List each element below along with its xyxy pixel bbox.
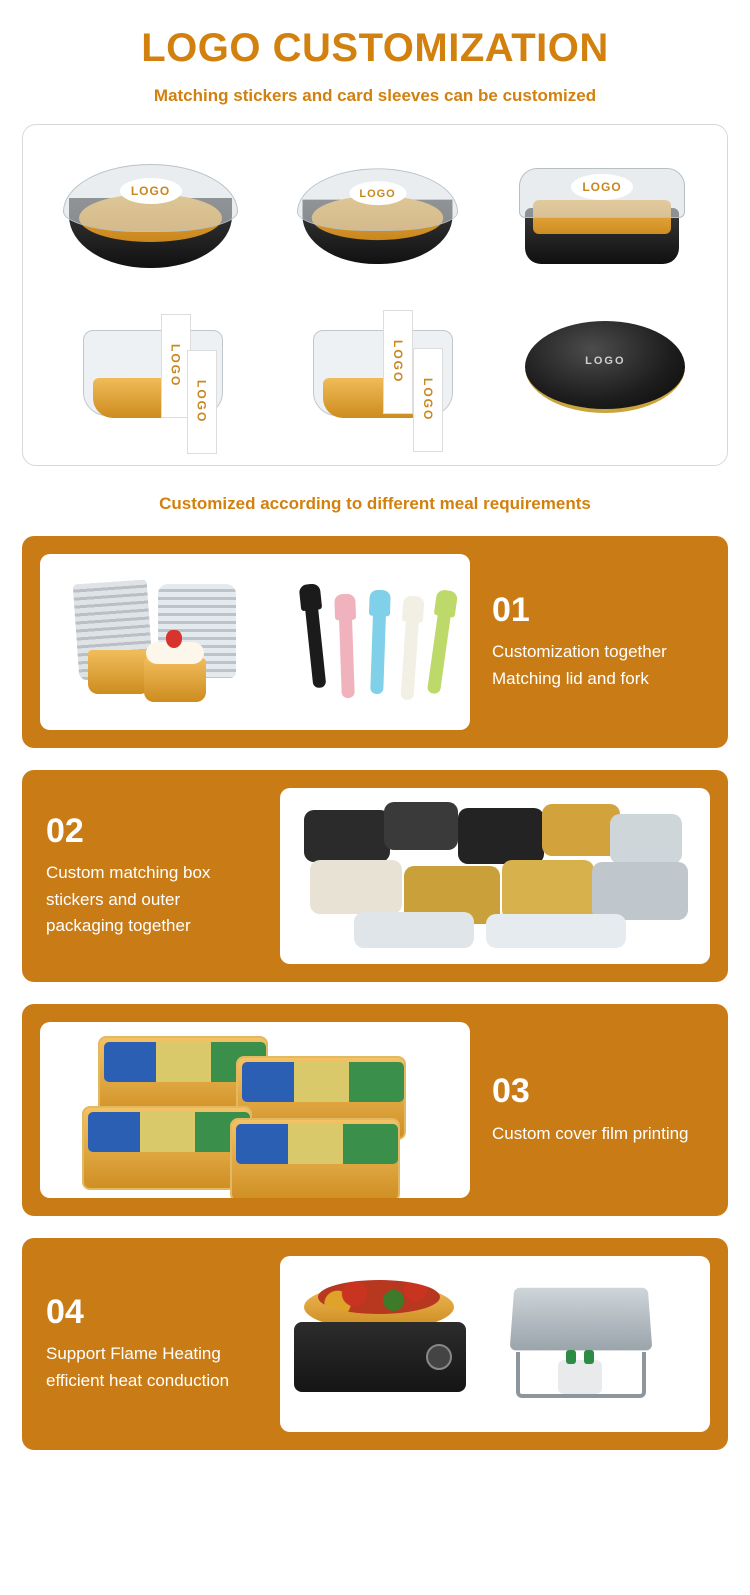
fork-green-icon — [427, 590, 454, 695]
fork-black-icon — [303, 584, 327, 689]
card-sleeve-vertical-2: LOGO — [413, 348, 443, 452]
packaged-item — [610, 814, 682, 864]
feature-number-01: 01 — [492, 590, 530, 629]
card-sleeve-vertical: LOGO — [383, 310, 413, 414]
feature-text-03 — [486, 1073, 710, 1147]
feature-block-01 — [22, 536, 728, 748]
outer-wrap — [486, 914, 626, 948]
stove-knob-icon — [426, 1344, 452, 1370]
feature-image-02 — [280, 788, 710, 964]
product-clear-cup-1 — [65, 308, 240, 428]
packaged-item — [542, 804, 620, 856]
feature-text-02 — [40, 813, 264, 939]
feature-text-01 — [486, 592, 710, 692]
feature-desc-01: Customization together Matching lid and fork — [492, 642, 667, 688]
page-subtitle: Matching stickers and card sleeves can be customized — [153, 86, 597, 105]
packaged-item — [304, 810, 390, 862]
feature-number-04: 04 — [46, 1292, 84, 1331]
packaged-item — [458, 808, 544, 864]
fuel-can-icon — [558, 1360, 602, 1394]
card-sleeve-vertical: LOGO — [161, 314, 191, 418]
logo-sticker: LOGO — [571, 174, 633, 200]
feature-desc-02: Custom matching box stickers and outer packaging together — [46, 863, 211, 935]
fork-white-icon — [400, 596, 420, 701]
page-title: LOGO CUSTOMIZATION — [141, 26, 609, 70]
gas-stove-icon — [294, 1322, 466, 1392]
feature-image-01 — [40, 554, 470, 730]
sticker-card — [310, 860, 402, 914]
product-round-bowl-2 — [297, 168, 458, 267]
packaged-item — [592, 862, 688, 920]
feature-image-03 — [40, 1022, 470, 1198]
header — [0, 0, 750, 106]
lid-logo-text: LOGO — [585, 355, 626, 367]
feature-number-02: 02 — [46, 811, 84, 850]
logo-showcase-panel — [22, 124, 728, 466]
feature-block-03 — [22, 1004, 728, 1216]
feature-block-02 — [22, 770, 728, 982]
printed-film-tray — [82, 1106, 252, 1190]
strawberry-icon — [166, 630, 182, 648]
food-icon — [318, 1280, 440, 1314]
outer-wrap — [354, 912, 474, 948]
product-black-round-lid — [525, 313, 685, 423]
gold-cup-icon-2 — [144, 658, 206, 702]
logo-sticker: LOGO — [349, 181, 406, 205]
card-sleeve-vertical-2: LOGO — [187, 350, 217, 454]
lid-disc — [525, 321, 685, 413]
packaged-item — [502, 860, 594, 920]
fork-pink-icon — [338, 594, 355, 698]
product-round-bowl-1 — [63, 164, 238, 272]
logo-sticker: LOGO — [120, 178, 182, 204]
product-rect-box — [517, 164, 687, 272]
feature-text-04 — [40, 1294, 264, 1394]
packaged-item — [384, 802, 458, 850]
feature-desc-03: Custom cover film printing — [492, 1123, 689, 1143]
printed-film-tray — [230, 1118, 400, 1198]
product-clear-cup-2 — [295, 308, 470, 428]
showcase-row-top — [37, 143, 713, 293]
gold-cup-icon — [88, 650, 150, 694]
showcase-row-bottom — [37, 293, 713, 443]
feature-image-04 — [280, 1256, 710, 1432]
feature-desc-04: Support Flame Heating efficient heat conduction — [46, 1344, 230, 1390]
feature-number-03: 03 — [492, 1072, 530, 1111]
mid-caption: Customized according to different meal requirements — [159, 494, 591, 513]
foil-chafing-tray-icon — [510, 1288, 653, 1351]
fork-blue-icon — [370, 590, 387, 694]
feature-block-04 — [22, 1238, 728, 1450]
